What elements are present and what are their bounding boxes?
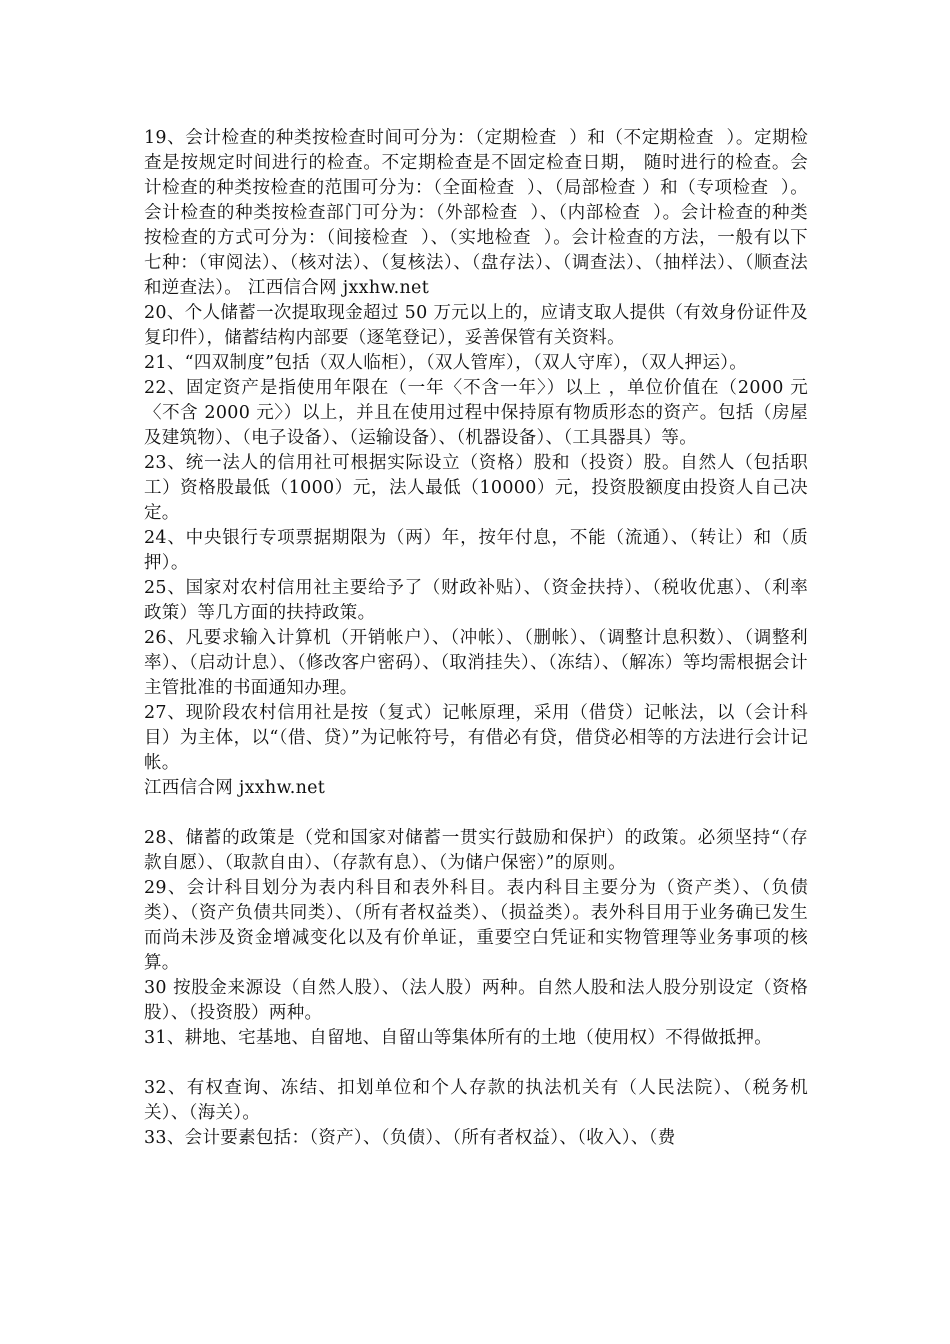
- paragraph-23: 23、统一法人的信用社可根据实际设立（资格）股和（投资）股。自然人（包括职工）资格股最低（1000）元，法人最低（10000）元，投资股额度由投资人自己决定。: [144, 453, 808, 523]
- paragraph-30: 30 按股金来源设（自然人股）、（法人股）两种。自然人股和法人股分别设定（资格股）、（投资股）两种。: [144, 978, 808, 1023]
- paragraph-26: 26、凡要求输入计算机（开销帐户）、（冲帐）、（删帐）、（调整计息积数）、（调整利率）、（启动计息）、（修改客户密码）、（取消挂失）、（冻结）、（解冻）等均需根据会计主管批准的书面通知办理。: [144, 628, 808, 698]
- blank-line: [144, 801, 808, 826]
- site-watermark-line: 江西信合网 jxxhw.net: [144, 778, 326, 798]
- blank-line: [144, 1051, 808, 1076]
- paragraph-22: 22、固定资产是指使用年限在（一年〈不含一年〉）以上 ，单位价值在（2000 元〈不含 2000 元〉）以上，并且在使用过程中保持原有物质形态的资产。包括（房屋及建筑物）、（电子设备）、（运输设备）、（机器设备）、（工具器具）等。: [144, 378, 808, 448]
- paragraph-32: 32、有权查询、冻结、扣划单位和个人存款的执法机关有（人民法院）、（税务机关）、（海关）。: [144, 1078, 808, 1123]
- paragraph-19: 19、会计检查的种类按检查时间可分为：（定期检查 ）和（不定期检查 ）。定期检查是按规定时间进行的检查。不定期检查是不固定检查日期， 随时进行的检查。会计检查的种类按检查的范围可分为：（全面检查 ）、（局部检查 ）和（专项检查 ）。会计检查的种类按检查部门可分为：（外部检查 ）、（内部检查 ）。会计检查的种类按检查的方式可分为：（间接检查 ）、（实地检查 ）。会计检查的方法，一般有以下七种：（审阅法）、（核对法）、（复核法）、（盘存法）、（调查法）、（抽样法）、（顺查法和逆查法）。 江西信合网 jxxhw.net: [144, 128, 808, 298]
- paragraph-20: 20、个人储蓄一次提取现金超过 50 万元以上的，应请支取人提供（有效身份证件及复印件），储蓄结构内部要（逐笔登记），妥善保管有关资料。: [144, 303, 808, 348]
- paragraph-24: 24、中央银行专项票据期限为（两）年，按年付息，不能（流通）、（转让）和（质押）。: [144, 528, 808, 573]
- paragraph-27: 27、现阶段农村信用社是按（复式）记帐原理，采用（借贷）记帐法，以（会计科目）为主体，以“（借、贷）”为记帐符号，有借必有贷，借贷必相等的方法进行会计记帐。: [144, 703, 808, 773]
- paragraph-31: 31、耕地、宅基地、自留地、自留山等集体所有的土地（使用权）不得做抵押。: [144, 1028, 773, 1048]
- paragraph-25: 25、国家对农村信用社主要给予了（财政补贴）、（资金扶持）、（税收优惠）、（利率政策）等几方面的扶持政策。: [144, 578, 808, 623]
- paragraph-28: 28、储蓄的政策是（党和国家对储蓄一贯实行鼓励和保护）的政策。必须坚持“（存款自愿）、（取款自由）、（存款有息）、（为储户保密）”的原则。: [144, 828, 808, 873]
- document-body: [144, 126, 808, 1151]
- paragraph-21: 21、“四双制度”包括（双人临柜），（双人管库），（双人守库），（双人押运）。: [144, 353, 748, 373]
- paragraph-33: 33、会计要素包括：（资产）、（负债）、（所有者权益）、（收入）、（费: [144, 1128, 676, 1148]
- paragraph-29: 29、会计科目划分为表内科目和表外科目。表内科目主要分为（资产类）、（负债类）、（资产负债共同类）、（所有者权益类）、（损益类）。表外科目用于业务确已发生而尚未涉及资金增减变化以及有价单证，重要空白凭证和实物管理等业务事项的核算。: [144, 878, 808, 973]
